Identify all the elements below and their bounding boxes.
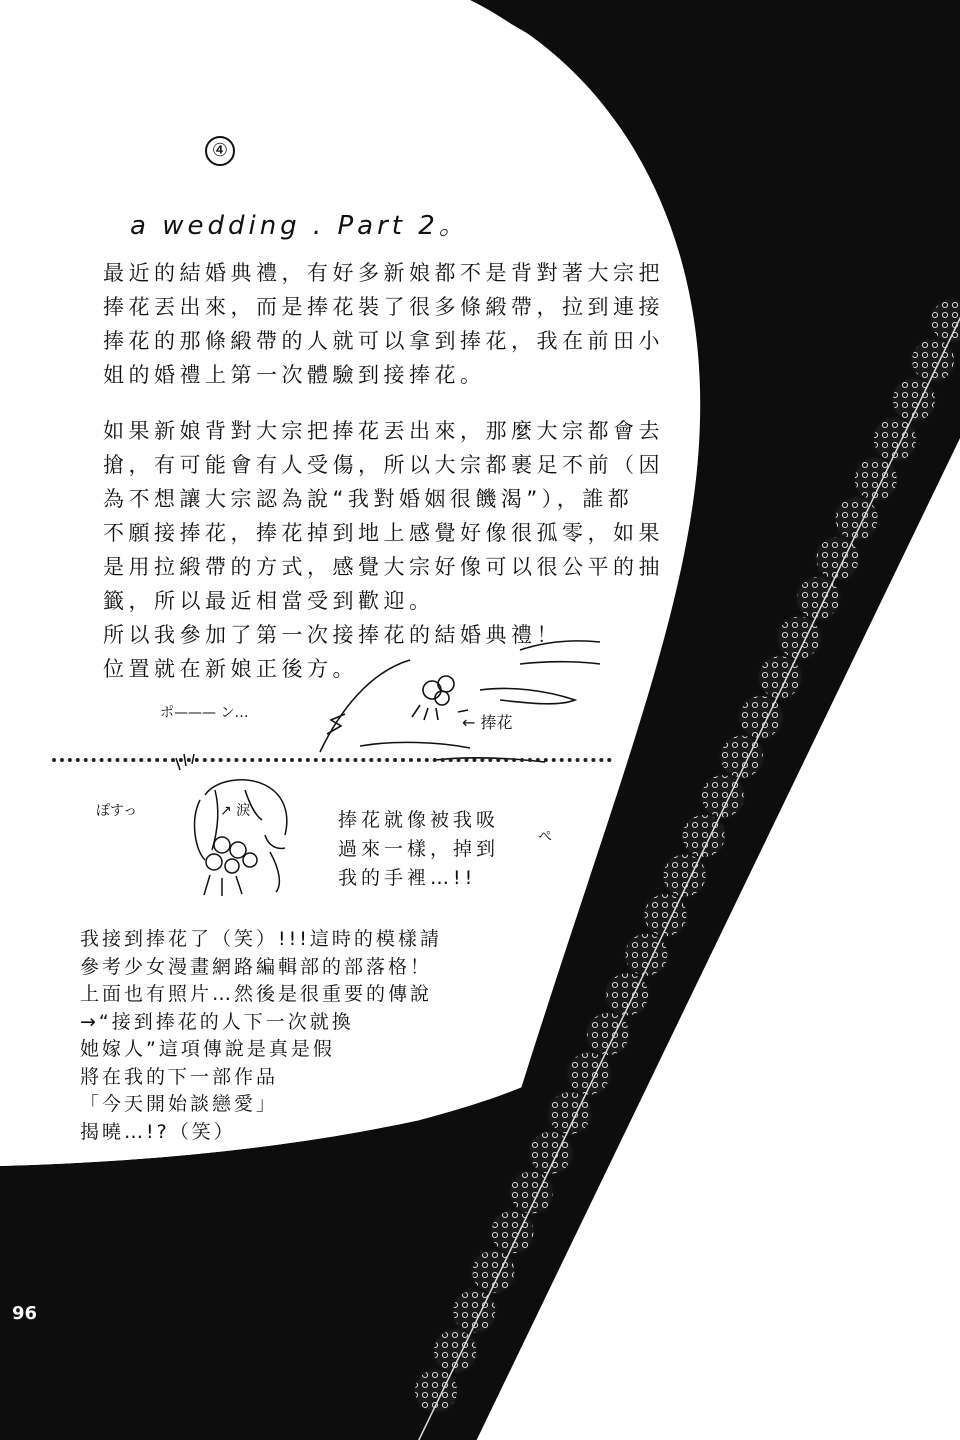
paragraph-2-line: 不願接捧花，捧花掉到地上感覺好像很孤零，如果 bbox=[103, 521, 664, 545]
sketch-sfx-right: ぺ bbox=[538, 829, 552, 845]
paragraph-2-line: 所以我參加了第一次接捧花的結婚典禮！ bbox=[103, 623, 562, 647]
sketch-sfx-left: ぽすっ bbox=[96, 803, 138, 819]
paragraph-1-line: 捧花的那條緞帶的人就可以拿到捧花，我在前田小 bbox=[103, 329, 664, 353]
paragraph-2-line: 籤，所以最近相當受到歡迎。 bbox=[103, 589, 435, 613]
paragraph-1-line: 最近的結婚典禮，有好多新娘都不是背對著大宗把 bbox=[103, 261, 664, 285]
paragraph-2 bbox=[103, 414, 664, 686]
paragraph-3 bbox=[80, 926, 442, 1146]
paragraph-3-line: →“接到捧花的人下一次就換 bbox=[80, 1010, 354, 1033]
speech-text bbox=[338, 806, 499, 893]
paragraph-2-line: 為不想讓大宗認為說“我對婚姻很饑渴”），誰都 bbox=[103, 487, 634, 511]
section-title: a wedding . Part 2。 bbox=[130, 211, 469, 241]
paragraph-2-line: 位置就在新娘正後方。 bbox=[103, 657, 358, 681]
paragraph-1 bbox=[103, 256, 664, 392]
paragraph-3-line: 參考少女漫畫網路編輯部的部落格！ bbox=[80, 955, 433, 978]
paragraph-3-line: 揭曉…!?（笑） bbox=[80, 1120, 236, 1143]
paragraph-2-line: 如果新娘背對大宗把捧花丟出來，那麼大宗都會去 bbox=[103, 419, 664, 443]
paragraph-3-line: 她嫁人”這項傳說是真是假 bbox=[80, 1038, 335, 1060]
section-number-marker: ④ bbox=[205, 136, 235, 166]
speech-line: 我的手裡…!! bbox=[338, 867, 477, 889]
bouquet-label: ← 捧花 bbox=[462, 713, 513, 732]
paragraph-3-line: 將在我的下一部作品 bbox=[80, 1065, 279, 1088]
paragraph-1-line: 捧花丟出來，而是捧花裝了很多條緞帶，拉到連接 bbox=[103, 295, 664, 319]
speech-line: 過來一樣，掉到 bbox=[338, 838, 500, 860]
page-number: 96 bbox=[12, 1303, 38, 1324]
paragraph-3-line: 上面也有照片…然後是很重要的傳說 bbox=[80, 983, 433, 1005]
paragraph-1-line: 姐的婚禮上第一次體驗到接捧花。 bbox=[103, 363, 486, 387]
sketch-sound-effect: ポ——— ン… bbox=[160, 705, 249, 721]
sketch-sfx-face: ↗ 淚 bbox=[220, 803, 251, 819]
paragraph-3-line: 我接到捧花了（笑）!!!這時的模樣請 bbox=[80, 928, 442, 950]
paragraph-2-line: 搶，有可能會有人受傷，所以大宗都裹足不前（因 bbox=[103, 453, 664, 477]
paragraph-2-line: 是用拉緞帶的方式，感覺大宗好像可以很公平的抽 bbox=[103, 555, 664, 579]
speech-line: 捧花就像被我吸 bbox=[338, 809, 500, 831]
paragraph-3-line: 「今天開始談戀愛」 bbox=[80, 1093, 279, 1115]
dotted-divider bbox=[52, 758, 612, 762]
